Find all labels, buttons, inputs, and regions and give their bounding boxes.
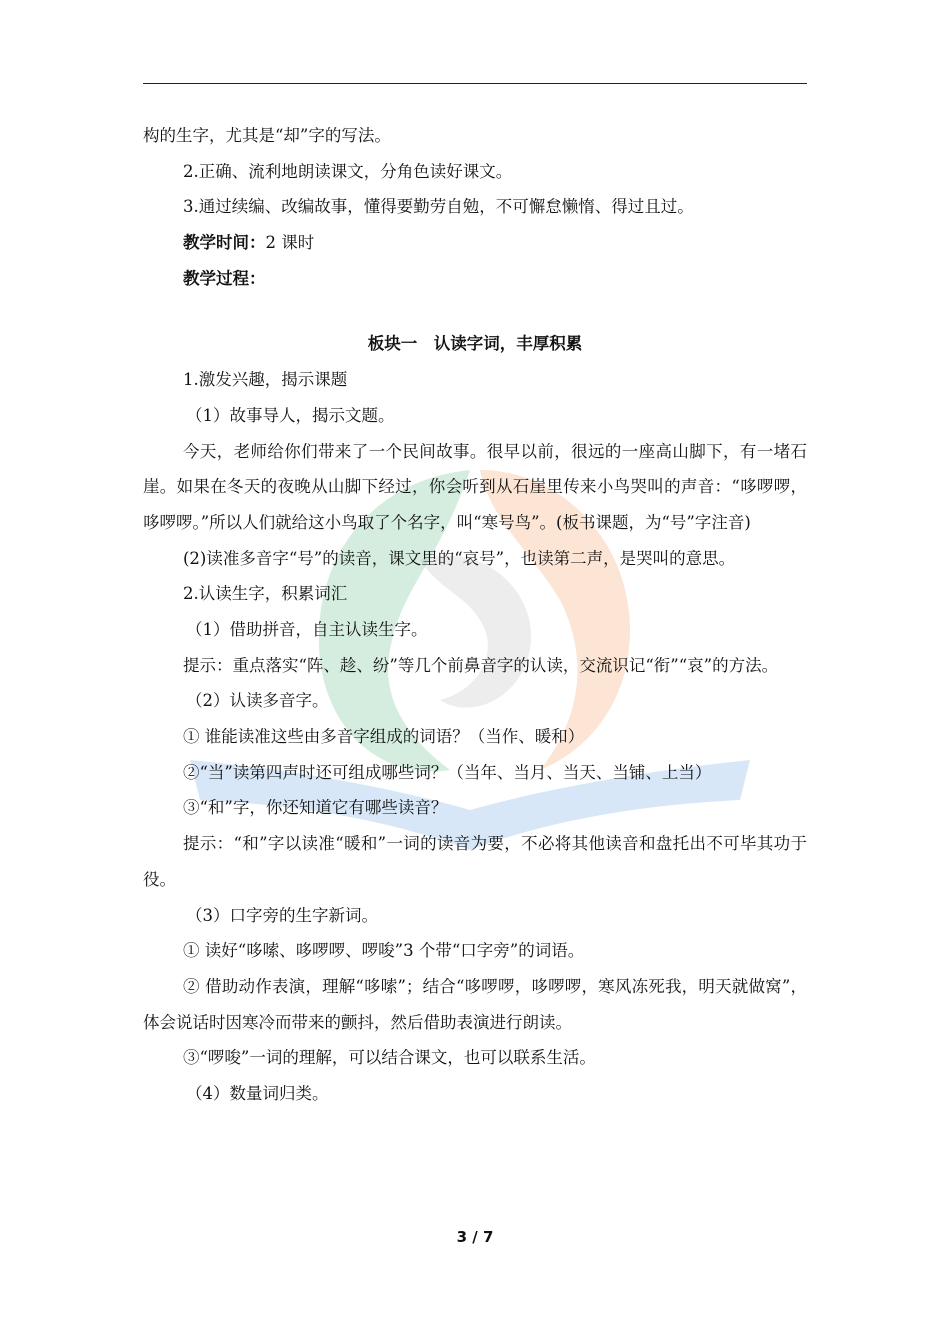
section-heading: 板块一 认读字词，丰厚积累	[367, 334, 583, 354]
paragraph: 提示：“和”字以读准“暖和”一词的读音为要，不必将其他读音和盘托出不可毕其功于役。	[143, 834, 807, 889]
teaching-time-value: 2 课时	[265, 233, 315, 253]
paragraph: 提示：重点落实“阵、趁、纷”等几个前鼻音字的认读，交流识记“衔”“哀”的方法。	[183, 655, 779, 675]
text-line: ① 谁能读准这些由多音字组成的词语？（当作、暖和）	[183, 727, 585, 747]
text-line: ③“和”字，你还知道它有哪些读音？	[183, 798, 448, 818]
paragraph: 今天，老师给你们带来了一个民间故事。很早以前，很远的一座高山脚下，有一堵石崖。如果在冬天的夜晚从山脚下经过，你会听到从石崖里传来小鸟哭叫的声音：“哆啰啰，哆啰啰。”所以人们就给这小鸟取了个名字，叫“寒号鸟”。(板书课题，为“号”字注音)	[143, 441, 807, 532]
text-line: 构的生字，尤其是“却”字的写法。	[143, 126, 391, 145]
text-line: 2.正确、流利地朗读课文，分角色读好课文。	[183, 161, 513, 181]
text-line: （3）口字旁的生字新词。	[186, 905, 378, 925]
paragraph: ② 借助动作表演，理解“哆嗦”；结合“哆啰啰，哆啰啰，寒风冻死我，明天就做窝”，体会说话时因寒冷而带来的颤抖，然后借助表演进行朗读。	[143, 976, 807, 1032]
document-body	[143, 118, 807, 1112]
teaching-time	[143, 225, 807, 261]
text-line: （2）认读多音字。	[186, 691, 329, 711]
subheading: 1.激发兴趣，揭示课题	[183, 370, 348, 390]
teaching-process-label: 教学过程：	[183, 268, 266, 288]
teaching-time-label: 教学时间：	[183, 233, 266, 253]
text-line: （1）借助拼音，自主认读生字。	[186, 620, 428, 639]
subheading: 2.认读生字，积累词汇	[183, 584, 348, 604]
paragraph: (2)读准多音字“号”的读音，课文里的“哀号”，也读第二声，是哭叫的意思。	[183, 548, 736, 568]
text-line: ②“当”读第四声时还可组成哪些词？（当年、当月、当天、当铺、上当）	[183, 762, 712, 782]
page-number: 3 / 7	[456, 1228, 494, 1246]
text-line: （1）故事导人，揭示文题。	[186, 405, 395, 425]
text-line: ① 读好“哆嗦、哆啰啰、啰唆”3 个带“口字旁”的词语。	[183, 941, 585, 961]
text-line: 3.通过续编、改编故事，懂得要勤劳自勉，不可懈怠懒惰、得过且过。	[183, 197, 694, 217]
text-line: （4）数量词归类。	[186, 1084, 329, 1104]
text-line: ③“啰唆”一词的理解，可以结合课文，也可以联系生活。	[183, 1048, 596, 1068]
header-rule	[143, 83, 807, 84]
